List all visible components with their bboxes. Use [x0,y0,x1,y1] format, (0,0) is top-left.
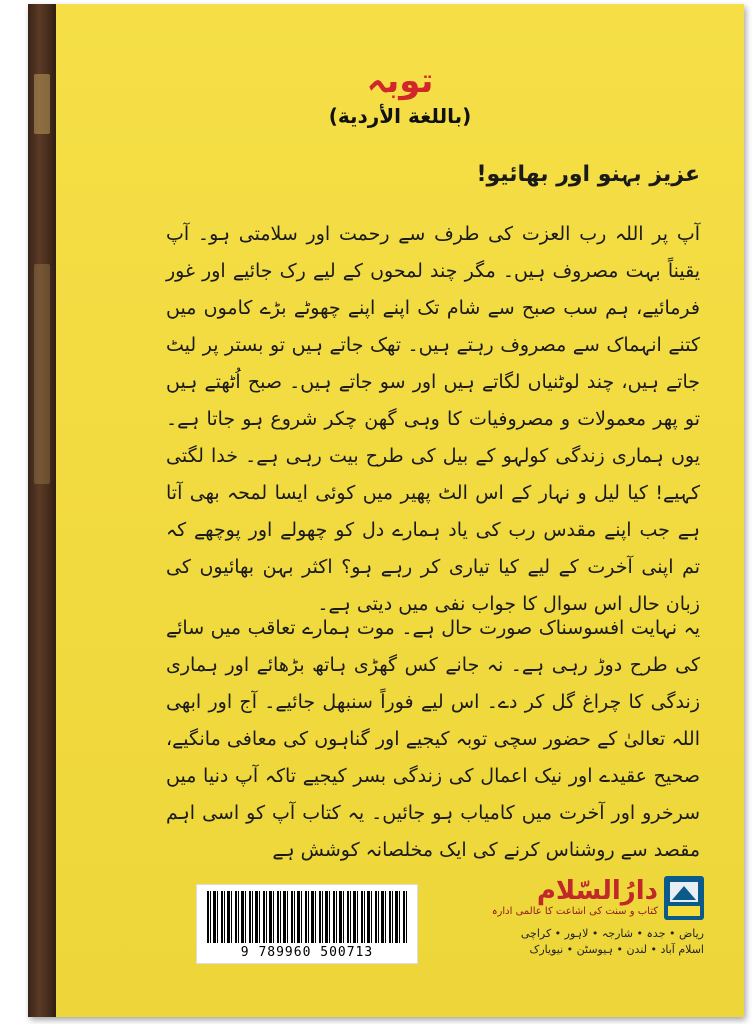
paragraph-1: آپ پر اللہ رب العزت کی طرف سے رحمت اور سلامتی ہو۔ آپ یقیناً بہت مصروف ہیں۔ مگر چند لمحوں کے لیے رک جائیے اور غور فرمائیے، ہم سب صبح سے شام تک اپنے اپنے چھوٹے بڑے کاموں میں کتنے انہماک سے مصروف رہتے ہیں۔ تھک جاتے ہیں تو بستر پر لیٹ جاتے ہیں، چند لوٹنیاں لگاتے ہیں اور سو جاتے ہیں۔ صبح اُٹھتے ہیں تو پھر معمولات و مصروفیات کا وہی گھن چکر شروع ہو جاتا ہے۔ یوں ہماری زندگی کولہو کے بیل کی طرح بیت رہی ہے۔ خدا لگتی کہیے! کیا لیل و نہار کے اس الٹ پھیر میں کوئی ایسا لمحہ بھی آتا ہے جب اپنے مقدس رب کی یاد ہمارے دل کو چھولے اور پوچھے کہ تم اپنی آخرت کے لیے کیا تیاری کر رہے ہو؟ اکثر بہن بھائیوں کی زبان حال اس سوال کا جواب نفی میں دیتی ہے۔ [166,223,700,615]
spine-title-mark [34,74,50,134]
salutation: عزیز بہنو اور بھائیو! [476,162,700,187]
spine-text-mark [34,264,50,484]
publisher-logo-icon [664,876,704,920]
publisher-tagline: کتاب و سنت کی اشاعت کا عالمی ادارہ [491,906,658,917]
barcode-bars [207,891,407,943]
isbn-number: 9 789960 500713 [240,945,374,960]
publisher-cities [474,926,704,958]
book [28,4,744,1017]
back-cover [56,4,744,1017]
cities-line-2: اسلام آباد • لندن • ہیوسٹن • نیویارک [529,943,704,956]
book-title: توبہ [366,61,434,101]
paragraph-2: یہ نہایت افسوسناک صورت حال ہے۔ موت ہمارے تعاقب میں سائے کی طرح دوڑ رہی ہے۔ نہ جانے کس گھڑی ہاتھ بڑھائے اور ہماری زندگی کا چراغ گل کر دے۔ اس لیے فوراً سنبھل جائیے۔ آج اور ابھی اللہ تعالیٰ کے حضور سچی توبہ کیجیے اور گناہوں کی معافی مانگیے، صحیح عقیدے اور نیک اعمال کی زندگی بسر کیجیے تاکہ آپ دنیا میں سرخرو اور آخرت میں کامیاب ہو جائیں۔ یہ کتاب آپ کو اسی اہم مقصد سے روشناس کرنے کی ایک مخلصانہ کوشش ہے [166,617,700,861]
barcode [196,884,418,964]
publisher-name: دارُالسّلام [536,876,658,906]
book-spine [28,4,56,1017]
book-subtitle: (باللغة الأردية) [328,104,472,128]
cities-line-1: ریاض • جدہ • شارجہ • لاہور • کراچی [520,927,704,940]
publisher-block [474,876,704,966]
